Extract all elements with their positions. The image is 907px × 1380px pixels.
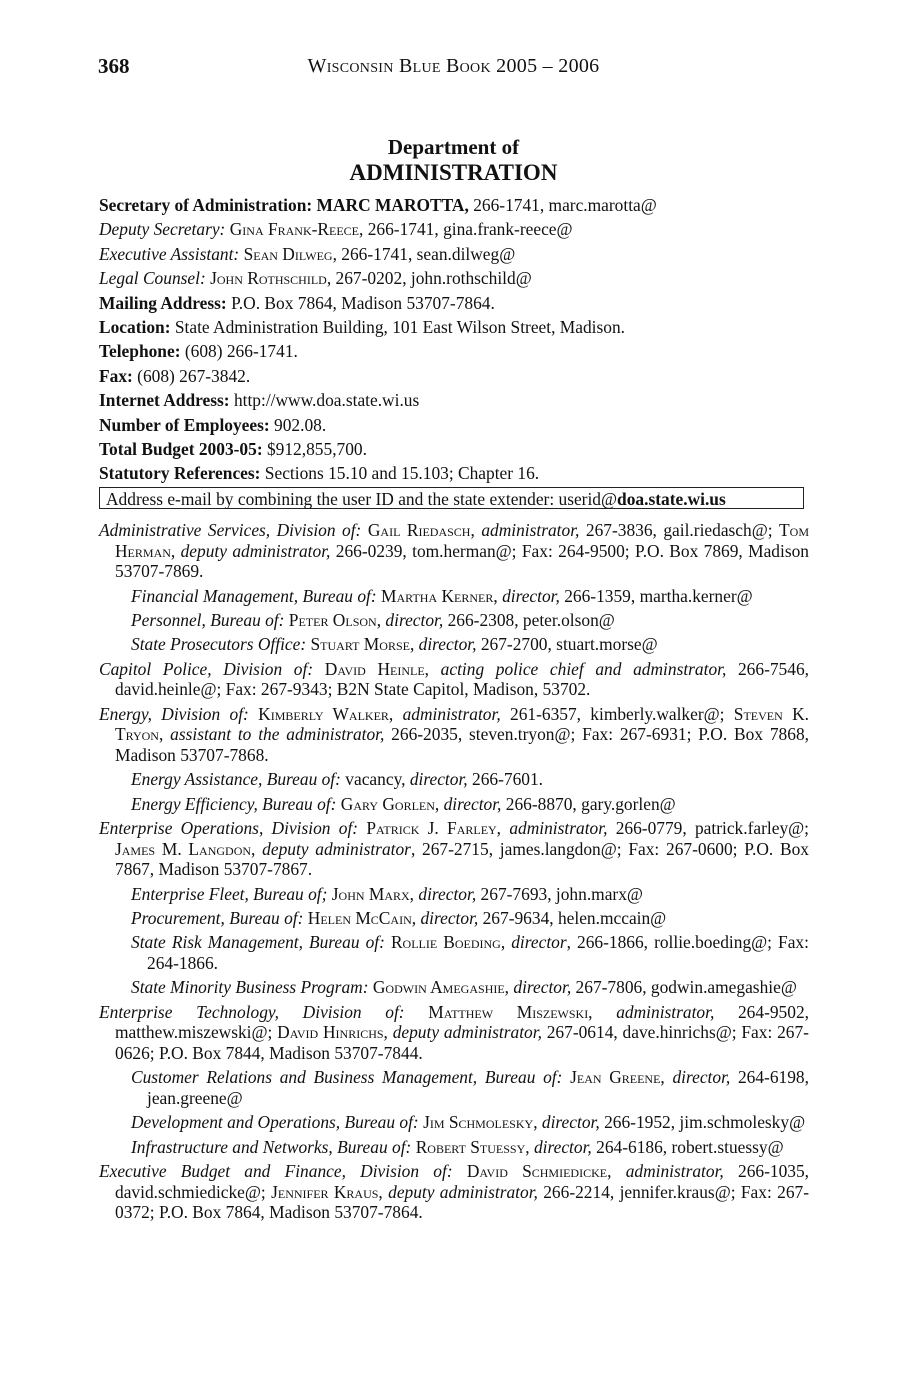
email-notice-domain: doa.state.wi.us bbox=[617, 489, 726, 509]
role: assistant to the administrator, bbox=[170, 724, 385, 745]
role: administrator, bbox=[402, 703, 501, 724]
role: administrator, bbox=[616, 1001, 715, 1022]
role: administrator, bbox=[509, 818, 608, 839]
location-line bbox=[99, 315, 809, 339]
legal-name: John Rothschild, bbox=[210, 268, 332, 289]
entry-energy-efficiency bbox=[99, 794, 809, 815]
legal-contact: 267-0202, john.rothschild@ bbox=[331, 268, 532, 289]
entry-development-operations bbox=[99, 1112, 809, 1133]
entry-executive-budget bbox=[99, 1161, 809, 1223]
secretary-contact: 266-1741, marc.marotta@ bbox=[468, 195, 657, 215]
contact: 267-2700, stuart.morse@ bbox=[476, 634, 658, 655]
running-title: Wisconsin Blue Book 2005 – 2006 bbox=[307, 55, 600, 77]
entry-minority-business bbox=[99, 977, 809, 998]
person-name: Steven K. Tryon, bbox=[115, 703, 810, 745]
location-label: Location: bbox=[99, 317, 171, 338]
unit-label: Energy Assistance, Bureau of: bbox=[131, 769, 341, 790]
contact: 266-1035, david.schmiedicke@; bbox=[115, 1161, 810, 1202]
person-name: John Marx, bbox=[331, 883, 415, 904]
role: director, bbox=[672, 1067, 731, 1088]
fax-line bbox=[99, 364, 809, 388]
entry-capitol-police bbox=[99, 659, 809, 700]
person-name: Jennifer Kraus, bbox=[271, 1181, 383, 1202]
statutory-value: Sections 15.10 and 15.103; Chapter 16. bbox=[260, 463, 540, 484]
entry-risk-management bbox=[99, 932, 809, 973]
contact: 267-3836, gail.riedasch@; bbox=[579, 520, 780, 540]
unit-label: Infrastructure and Networks, Bureau of: bbox=[131, 1136, 412, 1157]
entry-energy bbox=[99, 704, 809, 766]
unit-label: Personnel, Bureau of: bbox=[131, 609, 285, 630]
unit-label: Administrative Services, Division of: bbox=[99, 520, 362, 540]
contact: 266-0779, patrick.farley@; bbox=[607, 818, 809, 839]
deputy-contact: 266-1741, gina.frank-reece@ bbox=[363, 219, 573, 240]
person-name: Rollie Boeding, bbox=[390, 932, 506, 953]
email-notice-box bbox=[99, 487, 804, 509]
contact: 264-6186, robert.stuessy@ bbox=[591, 1136, 784, 1157]
role: director, bbox=[513, 977, 572, 998]
entry-enterprise-technology bbox=[99, 1002, 809, 1064]
role: director, bbox=[502, 585, 560, 606]
title-line-1: Department of bbox=[387, 135, 520, 159]
exec-assistant-line bbox=[99, 242, 809, 266]
role: administrator, bbox=[481, 520, 580, 540]
contact: 266-2035, steven.tryon@; Fax: 267-6931; P.O. Box 7868, Madison 53707-7868. bbox=[115, 724, 809, 765]
entry-financial-management bbox=[99, 586, 809, 607]
title-line-2: ADMINISTRATION bbox=[349, 160, 558, 185]
budget-value: $912,855,700. bbox=[262, 439, 367, 460]
budget-line bbox=[99, 437, 809, 461]
unit-label: Enterprise Operations, Division of: bbox=[99, 818, 359, 839]
page-number: 368 bbox=[98, 54, 130, 78]
unit-label: State Prosecutors Office: bbox=[131, 634, 307, 655]
role: administrator, bbox=[625, 1161, 724, 1182]
role: deputy administrator, bbox=[180, 540, 331, 561]
telephone-value: (608) 266-1741. bbox=[180, 341, 298, 362]
contact: 266-1359, martha.kerner@ bbox=[559, 585, 753, 606]
unit-label: Energy Efficiency, Bureau of: bbox=[131, 793, 337, 814]
person-name: Robert Stuessy, bbox=[415, 1136, 530, 1157]
employees-line bbox=[99, 413, 809, 437]
legal-counsel-line bbox=[99, 266, 809, 290]
entry-admin-services bbox=[99, 520, 809, 582]
unit-label: State Risk Management, Bureau of: bbox=[131, 932, 385, 953]
person-name: Gary Gorlen, bbox=[340, 793, 440, 814]
unit-label: Enterprise Technology, Division of: bbox=[99, 1001, 405, 1022]
contact: 266-1952, jim.schmolesky@ bbox=[599, 1112, 806, 1133]
role: acting police chief and adminstrator, bbox=[440, 658, 727, 679]
contact: 264-6198, jean.greene@ bbox=[147, 1067, 809, 1108]
role: director, bbox=[418, 883, 477, 904]
deputy-name: Gina Frank-Reece, bbox=[229, 219, 364, 240]
deputy-line bbox=[99, 217, 809, 241]
secretary-name: MARC MAROTTA, bbox=[316, 195, 469, 215]
contact: 261-6357, kimberly.walker@; bbox=[500, 703, 734, 724]
person-name: Jean Greene, bbox=[570, 1067, 665, 1088]
person-name: Jim Schmolesky, bbox=[423, 1112, 538, 1133]
mailing-line bbox=[99, 291, 809, 315]
contact: 266-7546, david.heinle@; Fax: 267-9343; B2N State Capitol, Madison, 53702. bbox=[115, 658, 809, 700]
location-value: State Administration Building, 101 East Wilson Street, Madison. bbox=[170, 317, 625, 338]
entry-infrastructure-networks bbox=[99, 1137, 809, 1158]
contact: 267-7806, godwin.amegashie@ bbox=[571, 977, 797, 998]
fax-label: Fax: bbox=[99, 365, 133, 386]
unit-label: Development and Operations, Bureau of: bbox=[131, 1112, 419, 1133]
person-name: Patrick J. Farley, bbox=[366, 818, 502, 839]
entry-enterprise-fleet bbox=[99, 884, 809, 905]
contact: , 266-1866, rollie.boeding@; Fax: 264-1866. bbox=[147, 932, 809, 974]
contact: 266-2214, jennifer.kraus@; Fax: 267-0372; P.O. Box 7864, Madison 53707-7864. bbox=[115, 1181, 810, 1223]
employees-value: 902.08. bbox=[269, 414, 327, 435]
exec-name: Sean Dilweg, bbox=[243, 243, 337, 264]
deputy-label: Deputy Secretary: bbox=[99, 219, 226, 240]
contact: 266-7601. bbox=[467, 769, 544, 790]
directory bbox=[99, 520, 809, 1227]
legal-label: Legal Counsel: bbox=[99, 268, 206, 289]
telephone-label: Telephone: bbox=[99, 341, 181, 362]
department-info bbox=[99, 193, 809, 486]
role: director, bbox=[409, 769, 468, 790]
role: deputy administrator, bbox=[392, 1022, 542, 1043]
employees-label: Number of Employees: bbox=[99, 414, 270, 435]
contact: 267-9634, helen.mccain@ bbox=[478, 908, 667, 929]
person-name: Peter Olson, bbox=[288, 609, 382, 630]
telephone-line bbox=[99, 339, 809, 363]
contact: 266-8870, gary.gorlen@ bbox=[501, 793, 676, 814]
person-name: David Hinrichs, bbox=[277, 1022, 388, 1043]
mailing-value: P.O. Box 7864, Madison 53707-7864. bbox=[226, 292, 495, 313]
person-name: David Schmiedicke, bbox=[466, 1161, 612, 1182]
internet-line bbox=[99, 388, 809, 412]
unit-label: Customer Relations and Business Management, Bureau of: bbox=[131, 1067, 563, 1088]
exec-contact: 266-1741, sean.dilweg@ bbox=[336, 243, 516, 264]
contact: 264-9502, matthew.miszewski@; bbox=[115, 1001, 809, 1043]
department-title bbox=[0, 135, 907, 185]
internet-value: http://www.doa.state.wi.us bbox=[229, 390, 420, 411]
person-name: David Heinle, bbox=[324, 658, 430, 679]
unit-label: Capitol Police, Division of: bbox=[99, 658, 314, 679]
entry-procurement bbox=[99, 908, 809, 929]
contact: 266-0239, tom.herman@; Fax: 264-9500; P.O. Box 7869, Madison 53707-7869. bbox=[115, 540, 809, 582]
fax-value: (608) 267-3842. bbox=[132, 365, 251, 386]
role: director, bbox=[418, 634, 477, 655]
role: director bbox=[511, 932, 567, 953]
entry-prosecutors bbox=[99, 634, 809, 655]
contact: 267-0614, dave.hinrichs@; Fax: 267-0626; P.O. Box 7844, Madison 53707-7844. bbox=[115, 1022, 809, 1064]
role: director, bbox=[533, 1136, 592, 1157]
person-name: Tom Herman, bbox=[115, 520, 810, 561]
statutory-label: Statutory References: bbox=[99, 463, 261, 484]
unit-label: Executive Budget and Finance, Division of: bbox=[99, 1161, 453, 1182]
contact: , 267-2715, james.langdon@; Fax: 267-0600; P.O. Box 7867, Madison 53707-7867. bbox=[115, 838, 809, 880]
role: deputy administrator bbox=[262, 838, 411, 859]
person-name: Stuart Morse, bbox=[310, 634, 415, 655]
person-name: Godwin Amegashie, bbox=[372, 977, 510, 998]
entry-energy-assistance bbox=[99, 769, 809, 790]
role: director, bbox=[541, 1112, 600, 1133]
email-notice-text: Address e-mail by combining the user ID and the state extender: userid@ bbox=[106, 489, 618, 509]
role: director, bbox=[443, 793, 502, 814]
contact: 267-7693, john.marx@ bbox=[476, 883, 643, 904]
person-name: Gail Riedasch, bbox=[367, 520, 475, 540]
person-name: Martha Kerner, bbox=[381, 585, 498, 606]
unit-label: Procurement, Bureau of: bbox=[131, 908, 304, 929]
person-name: Matthew Miszewski, bbox=[428, 1001, 593, 1022]
statutory-line bbox=[99, 461, 809, 485]
role: deputy administrator, bbox=[388, 1181, 538, 1202]
unit-label: Enterprise Fleet, Bureau of; bbox=[131, 883, 328, 904]
entry-customer-relations bbox=[99, 1067, 809, 1108]
unit-label: Financial Management, Bureau of: bbox=[131, 585, 377, 606]
person-name: Helen McCain, bbox=[307, 908, 417, 929]
internet-label: Internet Address: bbox=[99, 390, 230, 411]
person-name: Kimberly Walker, bbox=[258, 703, 394, 724]
person-name: James M. Langdon, bbox=[115, 838, 256, 859]
role: director, bbox=[420, 908, 479, 929]
contact: 266-2308, peter.olson@ bbox=[443, 609, 615, 630]
budget-label: Total Budget 2003-05: bbox=[99, 439, 263, 460]
person-name: vacancy, bbox=[345, 769, 406, 790]
unit-label: State Minority Business Program: bbox=[131, 977, 369, 998]
unit-label: Energy, Division of: bbox=[99, 703, 249, 724]
entry-personnel bbox=[99, 610, 809, 631]
role: director, bbox=[385, 609, 444, 630]
secretary-label: Secretary of Administration: bbox=[99, 195, 313, 215]
secretary-line bbox=[99, 193, 809, 217]
exec-label: Executive Assistant: bbox=[99, 243, 240, 264]
entry-enterprise-operations bbox=[99, 818, 809, 880]
mailing-label: Mailing Address: bbox=[99, 292, 227, 313]
